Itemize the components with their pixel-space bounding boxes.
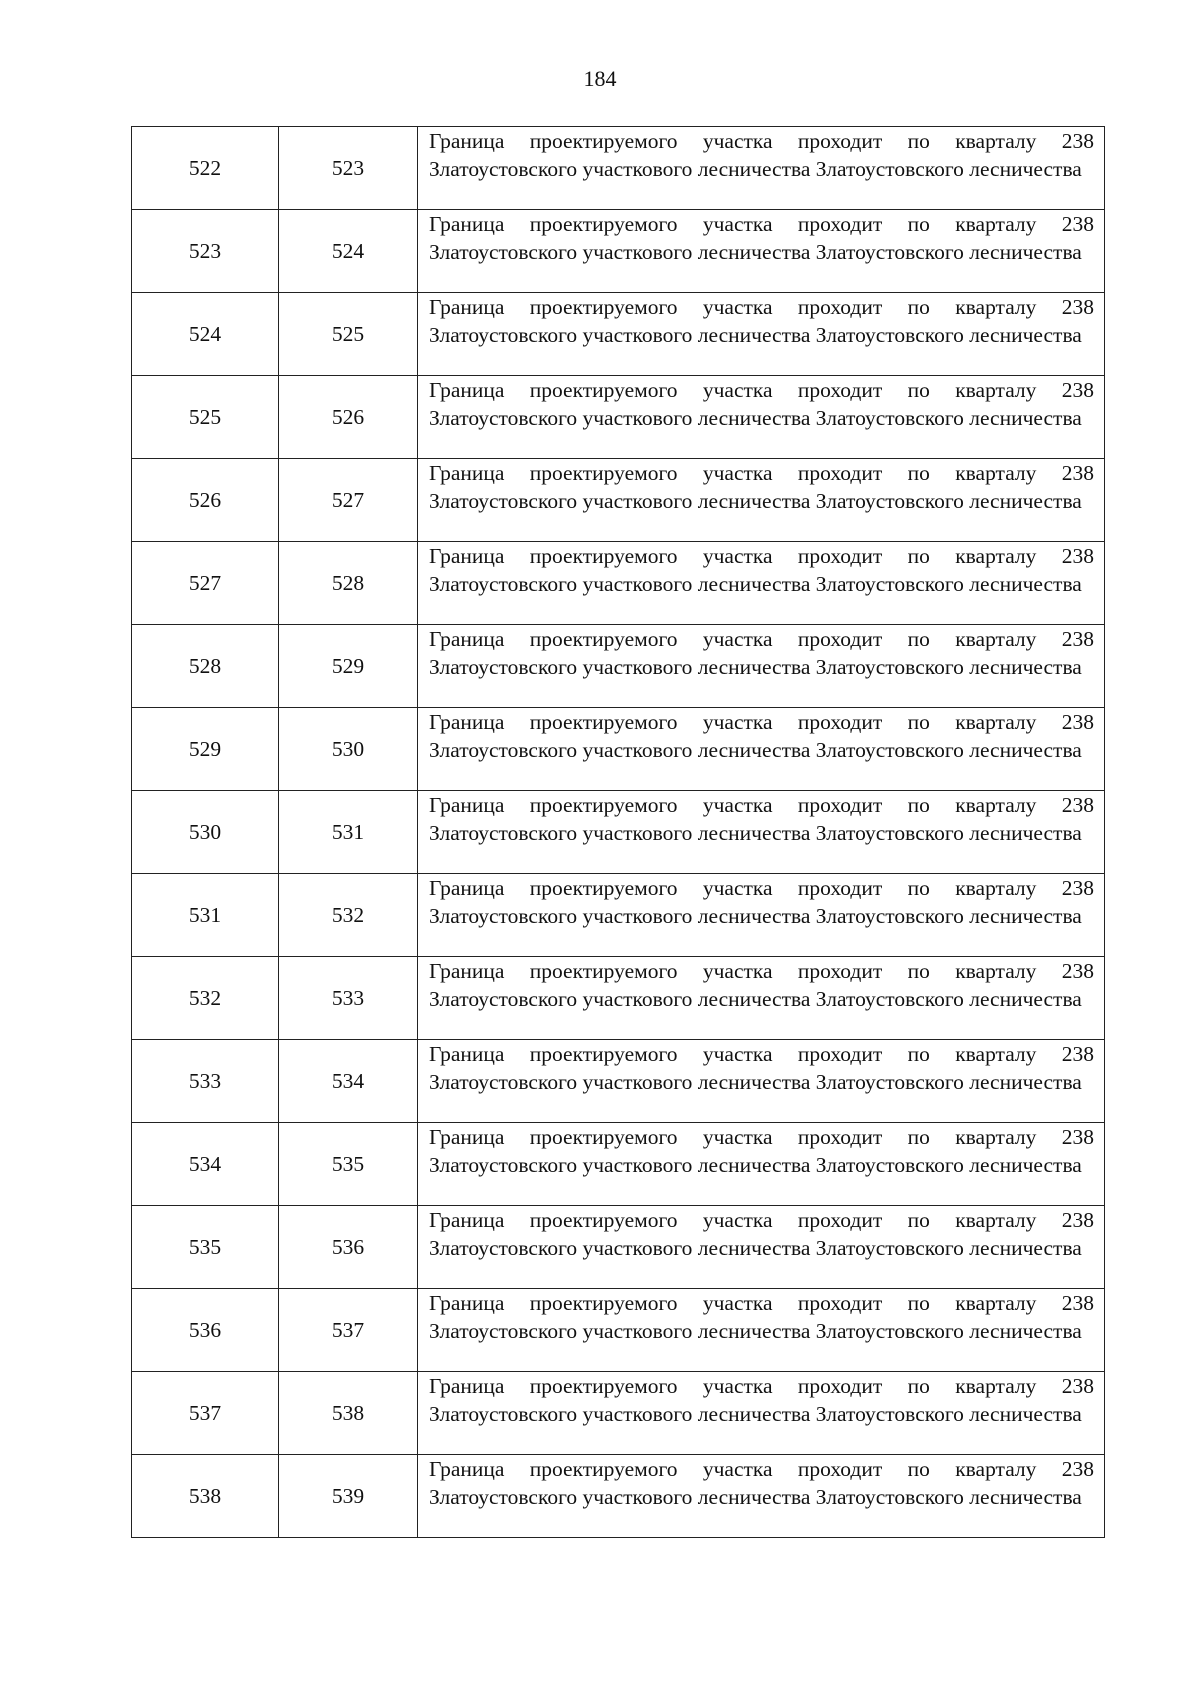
point-from-cell: 524 [132,293,279,376]
point-from-cell: 530 [132,791,279,874]
boundary-description-cell: Граница проектируемого участка проходит по кварталу 238 Златоустовского участкового лесничества Златоустовского лесничества [418,874,1105,957]
boundary-description-cell: Граница проектируемого участка проходит по кварталу 238 Златоустовского участкового лесничества Златоустовского лесничества [418,1123,1105,1206]
boundary-description-cell: Граница проектируемого участка проходит по кварталу 238 Златоустовского участкового лесничества Златоустовского лесничества [418,791,1105,874]
table-row [132,1206,1105,1289]
point-to-cell: 531 [279,791,418,874]
point-to-cell: 537 [279,1289,418,1372]
boundary-description-cell: Граница проектируемого участка проходит по кварталу 238 Златоустовского участкового лесничества Златоустовского лесничества [418,210,1105,293]
boundary-description-cell: Граница проектируемого участка проходит по кварталу 238 Златоустовского участкового лесничества Златоустовского лесничества [418,1372,1105,1455]
table-row [132,1040,1105,1123]
point-from-cell: 527 [132,542,279,625]
table-row [132,791,1105,874]
boundary-description-cell: Граница проектируемого участка проходит по кварталу 238 Златоустовского участкового лесничества Златоустовского лесничества [418,293,1105,376]
table-row [132,957,1105,1040]
boundary-description-cell: Граница проектируемого участка проходит по кварталу 238 Златоустовского участкового лесничества Златоустовского лесничества [418,542,1105,625]
boundary-description-cell: Граница проектируемого участка проходит по кварталу 238 Златоустовского участкового лесничества Златоустовского лесничества [418,1289,1105,1372]
table-row [132,459,1105,542]
table-row [132,1372,1105,1455]
boundary-description-cell: Граница проектируемого участка проходит по кварталу 238 Златоустовского участкового лесничества Златоустовского лесничества [418,459,1105,542]
point-to-cell: 535 [279,1123,418,1206]
point-from-cell: 537 [132,1372,279,1455]
point-to-cell: 532 [279,874,418,957]
point-to-cell: 539 [279,1455,418,1538]
point-from-cell: 528 [132,625,279,708]
point-from-cell: 532 [132,957,279,1040]
point-to-cell: 529 [279,625,418,708]
point-from-cell: 529 [132,708,279,791]
point-from-cell: 536 [132,1289,279,1372]
point-to-cell: 533 [279,957,418,1040]
boundary-description-cell: Граница проектируемого участка проходит по кварталу 238 Златоустовского участкового лесничества Златоустовского лесничества [418,1040,1105,1123]
table-row [132,1123,1105,1206]
point-to-cell: 524 [279,210,418,293]
point-from-cell: 533 [132,1040,279,1123]
boundary-description-cell: Граница проектируемого участка проходит по кварталу 238 Златоустовского участкового лесничества Златоустовского лесничества [418,625,1105,708]
boundary-description-cell: Граница проектируемого участка проходит по кварталу 238 Златоустовского участкового лесничества Златоустовского лесничества [418,127,1105,210]
point-to-cell: 536 [279,1206,418,1289]
point-from-cell: 522 [132,127,279,210]
point-to-cell: 527 [279,459,418,542]
boundary-description-cell: Граница проектируемого участка проходит по кварталу 238 Златоустовского участкового лесничества Златоустовского лесничества [418,708,1105,791]
table-row [132,293,1105,376]
point-from-cell: 535 [132,1206,279,1289]
point-from-cell: 534 [132,1123,279,1206]
boundary-description-cell: Граница проектируемого участка проходит по кварталу 238 Златоустовского участкового лесничества Златоустовского лесничества [418,957,1105,1040]
table-row [132,874,1105,957]
boundary-description-cell: Граница проектируемого участка проходит по кварталу 238 Златоустовского участкового лесничества Златоустовского лесничества [418,376,1105,459]
point-to-cell: 526 [279,376,418,459]
table-row [132,376,1105,459]
table-row [132,542,1105,625]
table-row [132,127,1105,210]
point-from-cell: 526 [132,459,279,542]
boundary-table [131,126,1105,1538]
table-row [132,625,1105,708]
point-to-cell: 525 [279,293,418,376]
table-row [132,210,1105,293]
boundary-description-cell: Граница проектируемого участка проходит по кварталу 238 Златоустовского участкового лесничества Златоустовского лесничества [418,1206,1105,1289]
point-from-cell: 531 [132,874,279,957]
point-from-cell: 523 [132,210,279,293]
point-to-cell: 528 [279,542,418,625]
table-row [132,1289,1105,1372]
point-to-cell: 534 [279,1040,418,1123]
boundary-description-cell: Граница проектируемого участка проходит по кварталу 238 Златоустовского участкового лесничества Златоустовского лесничества [418,1455,1105,1538]
table-body [132,127,1105,1538]
page-number: 184 [583,66,617,91]
point-to-cell: 538 [279,1372,418,1455]
point-to-cell: 523 [279,127,418,210]
table-row [132,1455,1105,1538]
point-from-cell: 525 [132,376,279,459]
point-from-cell: 538 [132,1455,279,1538]
table-row [132,708,1105,791]
point-to-cell: 530 [279,708,418,791]
